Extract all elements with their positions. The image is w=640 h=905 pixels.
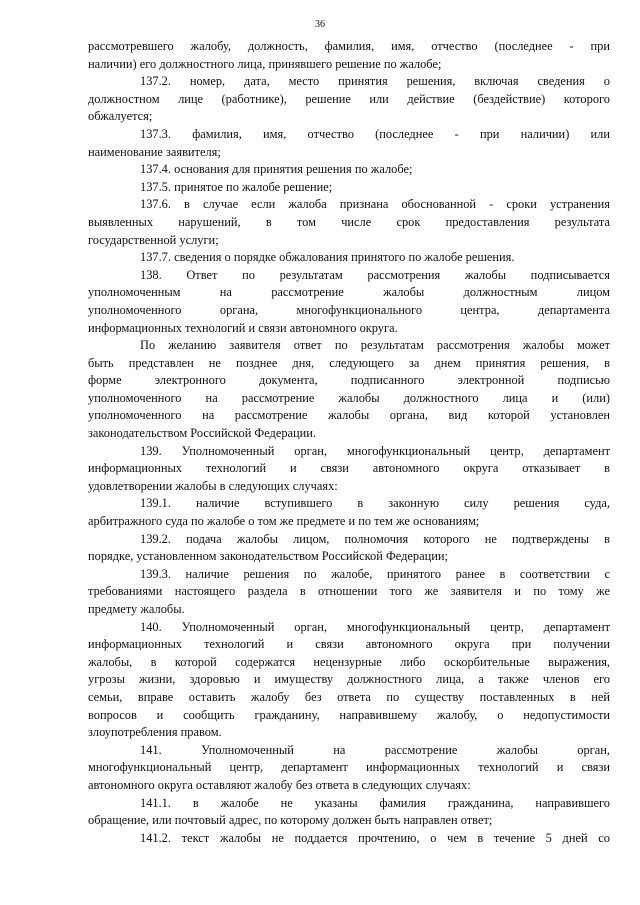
text-line: 139.1. наличие вступившего в законную силу решения суда,	[140, 496, 610, 511]
text-line: 137.7. сведения о порядке обжалования принятого по жалобе решения.	[140, 250, 515, 265]
text-line: уполномоченного органа, многофункционального центра, департамента	[88, 302, 610, 317]
text-line: 137.6. в случае если жалоба признана обоснованной - сроки устранения	[140, 197, 610, 212]
text-line: 137.4. основания для принятия решения по жалобе;	[140, 162, 413, 177]
text-line: 137.5. принятое по жалобе решение;	[140, 179, 333, 194]
text-line: уполномоченного на рассмотрение жалобы органа, вид которой установлен	[88, 408, 610, 423]
text-line: обжалуется;	[88, 109, 153, 124]
text-line: По желанию заявителя ответ по результатам рассмотрения жалобы может	[140, 338, 610, 353]
document-body	[88, 38, 610, 847]
text-line: законодательством Российской Федерации.	[88, 426, 317, 441]
page-number: 36	[315, 19, 325, 30]
text-line: наименование заявителя;	[88, 144, 221, 159]
text-line: 137.2. номер, дата, место принятия решения, включая сведения о	[140, 74, 610, 89]
text-line: 141. Уполномоченный на рассмотрение жалобы орган,	[140, 742, 610, 757]
text-line: жалобы, в которой содержатся нецензурные либо оскорбительные выражения,	[88, 654, 610, 669]
text-line: 141.2. текст жалобы не поддается прочтению, о чем в течение 5 дней со	[140, 830, 610, 845]
text-line: 137.3. фамилия, имя, отчество (последнее - при наличии) или	[140, 126, 610, 141]
text-line: требованиями настоящего раздела в отношении того же заявителя и по тому же	[88, 584, 610, 599]
text-line: информационных технологий и связи автономного округа.	[88, 320, 398, 335]
text-line: удовлетворении жалобы в следующих случаях:	[88, 478, 338, 493]
text-line: должностном лице (работнике), решение или действие (бездействие) которого	[88, 91, 610, 106]
text-line: автономного округа оставляют жалобу без ответа в следующих случаях:	[88, 777, 471, 792]
text-line: уполномоченного на рассмотрение жалобы должностного лица и (или)	[88, 390, 610, 405]
text-line: 139.2. подача жалобы лицом, полномочия которого не подтверждены в	[140, 531, 610, 546]
text-line: многофункциональный центр, департамент информационных технологий и связи	[88, 760, 610, 775]
text-line: порядке, установленном законодательством Российской Федерации;	[88, 549, 448, 564]
text-line: арбитражного суда по жалобе о том же предмете и по тем же основаниям;	[88, 514, 480, 529]
text-line: наличии) его должностного лица, принявшего решение по жалобе;	[88, 56, 442, 71]
text-line: информационных технологий и связи автономного округа отказывает в	[88, 461, 610, 476]
text-line: информационных технологий и связи автономного округа при получении	[88, 637, 610, 652]
text-line: угрозы жизни, здоровью и имуществу должностного лица, а также членов его	[88, 672, 610, 687]
text-line: рассмотревшего жалобу, должность, фамилия, имя, отчество (последнее - при	[88, 39, 610, 53]
text-line: предмету жалобы.	[88, 602, 185, 616]
text-line: вопросов и сообщить гражданину, направившему жалобу, о недопустимости	[88, 707, 610, 722]
text-line: 140. Уполномоченный орган, многофункциональный центр, департамент	[140, 619, 610, 634]
text-line: семьи, вправе оставить жалобу без ответа по существу поставленных в ней	[88, 689, 610, 704]
text-line: форме электронного документа, подписанного электронной подписью	[88, 373, 610, 388]
text-line: выявленных нарушений, в том числе срок предоставления результата	[88, 214, 610, 229]
text-line: злоупотребления правом.	[88, 725, 222, 740]
text-line: 139.3. наличие решения по жалобе, принятого ранее в соответствии с	[140, 566, 610, 581]
text-line: государственной услуги;	[88, 232, 219, 247]
text-line: быть представлен не позднее дня, следующего за днем принятия решения, в	[88, 355, 610, 370]
text-line: обращение, или почтовый адрес, по которому должен быть направлен ответ;	[88, 813, 493, 828]
text-line: уполномоченным на рассмотрение жалобы должностным лицом	[88, 285, 610, 300]
text-line: 141.1. в жалобе не указаны фамилия гражданина, направившего	[140, 795, 610, 810]
text-line: 139. Уполномоченный орган, многофункциональный центр, департамент	[140, 443, 610, 458]
text-line: 138. Ответ по результатам рассмотрения жалобы подписывается	[140, 267, 610, 282]
